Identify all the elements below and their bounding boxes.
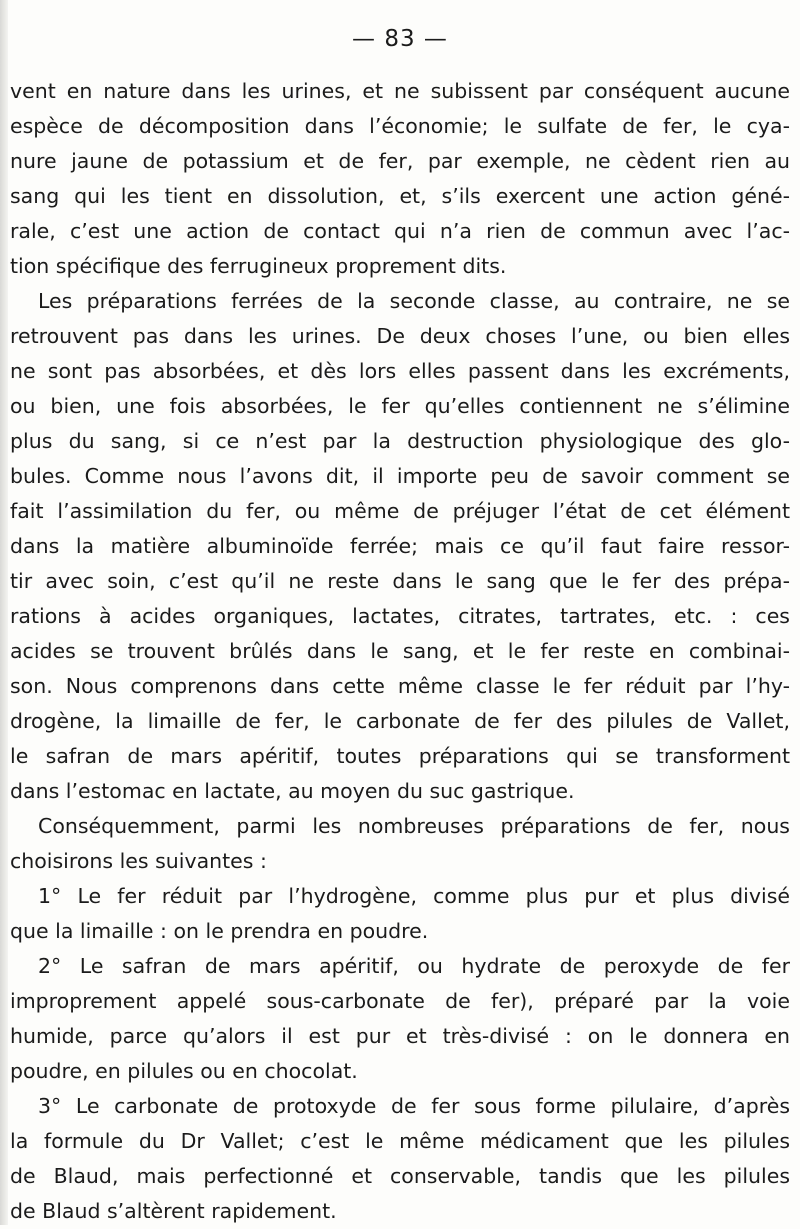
- text-line: nure jaune de potassium et de fer, par exemple, ne cèdent rien au: [10, 149, 790, 173]
- text-line: espèce de décomposition dans l’économie; le sulfate de fer, le cya-: [10, 114, 790, 138]
- text-line: tion spécifique des ferrugineux proprement dits.: [10, 254, 507, 278]
- text-line: de Blaud s’altèrent rapidement.: [10, 1199, 337, 1223]
- text-line: vent en nature dans les urines, et ne subissent par conséquent aucune: [10, 79, 790, 103]
- text-line: bules. Comme nous l’avons dit, il importe peu de savoir comment se: [10, 464, 790, 488]
- text-line: dans l’estomac en lactate, au moyen du suc gastrique.: [10, 779, 575, 803]
- text-line: de Blaud, mais perfectionné et conservable, tandis que les pilules: [10, 1164, 790, 1188]
- text-line: Les préparations ferrées de la seconde classe, au contraire, ne se: [38, 289, 790, 313]
- text-line: sang qui les tient en dissolution, et, s’ils exercent une action géné-: [10, 184, 790, 208]
- text-line: poudre, en pilules ou en chocolat.: [10, 1059, 358, 1083]
- text-line: rale, c’est une action de contact qui n’a rien de commun avec l’ac-: [10, 219, 790, 243]
- text-line: que la limaille : on le prendra en poudre.: [10, 919, 429, 943]
- text-line: 3° Le carbonate de protoxyde de fer sous forme pilulaire, d’après: [38, 1094, 790, 1118]
- page-number: — 83 —: [352, 26, 448, 52]
- text-line: plus du sang, si ce n’est par la destruction physiologique des glo-: [10, 429, 790, 453]
- text-line: ne sont pas absorbées, et dès lors elles passent dans les excréments,: [10, 359, 790, 383]
- text-line: dans la matière albuminoïde ferrée; mais ce qu’il faut faire ressor-: [10, 534, 790, 558]
- binding-gutter: [0, 0, 8, 1225]
- text-line: son. Nous comprenons dans cette même classe le fer réduit par l’hy-: [10, 674, 790, 698]
- text-line: ou bien, une fois absorbées, le fer qu’elles contiennent ne s’élimine: [10, 394, 790, 418]
- text-line: drogène, la limaille de fer, le carbonate de fer des pilules de Vallet,: [10, 709, 790, 733]
- text-line: 1° Le fer réduit par l’hydrogène, comme plus pur et plus divisé: [38, 884, 790, 908]
- text-line: tir avec soin, c’est qu’il ne reste dans le sang que le fer des prépa-: [10, 569, 790, 593]
- text-line: improprement appelé sous-carbonate de fer), préparé par la voie: [10, 989, 790, 1013]
- text-line: choisirons les suivantes :: [10, 849, 267, 873]
- text-line: le safran de mars apéritif, toutes préparations qui se transforment: [10, 744, 790, 768]
- text-line: humide, parce qu’alors il est pur et très-divisé : on le donnera en: [10, 1024, 790, 1048]
- body-text: [10, 74, 790, 1229]
- text-line: rations à acides organiques, lactates, citrates, tartrates, etc. : ces: [10, 604, 790, 628]
- text-line: retrouvent pas dans les urines. De deux choses l’une, ou bien elles: [10, 324, 790, 348]
- text-line: Conséquemment, parmi les nombreuses préparations de fer, nous: [38, 814, 790, 838]
- text-line: fait l’assimilation du fer, ou même de préjuger l’état de cet élément: [10, 499, 790, 523]
- text-line: la formule du Dr Vallet; c’est le même médicament que les pilules: [10, 1129, 790, 1153]
- text-line: 2° Le safran de mars apéritif, ou hydrate de peroxyde de fer: [38, 954, 790, 978]
- text-line: acides se trouvent brûlés dans le sang, et le fer reste en combinai-: [10, 639, 790, 663]
